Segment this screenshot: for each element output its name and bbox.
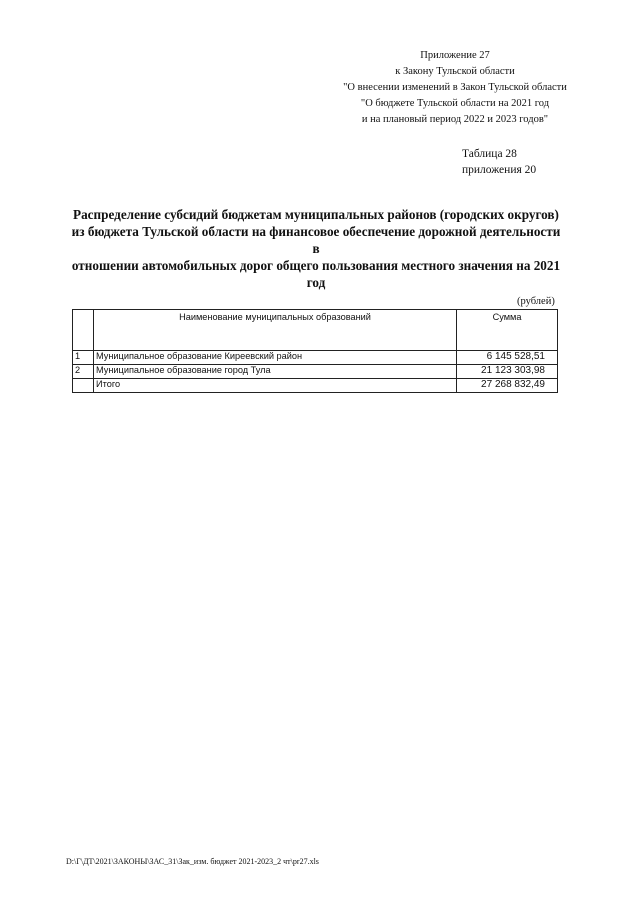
table-reference bbox=[462, 146, 536, 178]
header-name: Наименование муниципальных образований bbox=[94, 310, 457, 351]
table-ref-line-1: Таблица 28 bbox=[462, 148, 517, 160]
subsidy-table bbox=[72, 309, 558, 393]
row-name: Муниципальное образование город Тула bbox=[94, 365, 457, 379]
row-num: 1 bbox=[73, 351, 94, 365]
row-sum: 6 145 528,51 bbox=[457, 351, 558, 365]
title-line-2: из бюджета Тульской области на финансовое обеспечение дорожной деятельности в bbox=[71, 224, 561, 256]
title-line-4: год bbox=[306, 275, 326, 290]
header-num bbox=[73, 310, 94, 351]
row-sum: 21 123 303,98 bbox=[457, 365, 558, 379]
row-num: 2 bbox=[73, 365, 94, 379]
row-name: Муниципальное образование Киреевский район bbox=[94, 351, 457, 365]
table-total-row bbox=[73, 379, 558, 393]
document-title bbox=[68, 206, 564, 291]
title-line-3: отношении автомобильных дорог общего пользования местного значения на 2021 bbox=[71, 258, 561, 273]
total-sum: 27 268 832,49 bbox=[457, 379, 558, 393]
total-label: Итого bbox=[94, 379, 457, 393]
title-line-1: Распределение субсидий бюджетам муниципальных районов (городских округов) bbox=[73, 207, 559, 222]
appendix-line-3: "О внесении изменений в Закон Тульской области bbox=[343, 82, 567, 93]
appendix-header bbox=[330, 48, 580, 128]
appendix-line-5: и на плановый период 2022 и 2023 годов" bbox=[361, 114, 549, 125]
table-row bbox=[73, 365, 558, 379]
appendix-line-2: к Закону Тульской области bbox=[395, 66, 515, 77]
table-row bbox=[73, 351, 558, 365]
appendix-line-4: "О бюджете Тульской области на 2021 год bbox=[360, 98, 550, 109]
table-ref-line-2: приложения 20 bbox=[462, 164, 537, 176]
file-path-footer: D:\Г\ДТ\2021\ЗАКОНЫ\ЗАС_31\Зак_изм. бюджет 2021-2023_2 чт\pr27.xls bbox=[66, 857, 319, 866]
units-label: (рублей) bbox=[517, 296, 555, 307]
total-num bbox=[73, 379, 94, 393]
table-header-row bbox=[73, 310, 558, 351]
appendix-line-1: Приложение 27 bbox=[420, 50, 490, 61]
header-sum: Сумма bbox=[457, 310, 558, 351]
